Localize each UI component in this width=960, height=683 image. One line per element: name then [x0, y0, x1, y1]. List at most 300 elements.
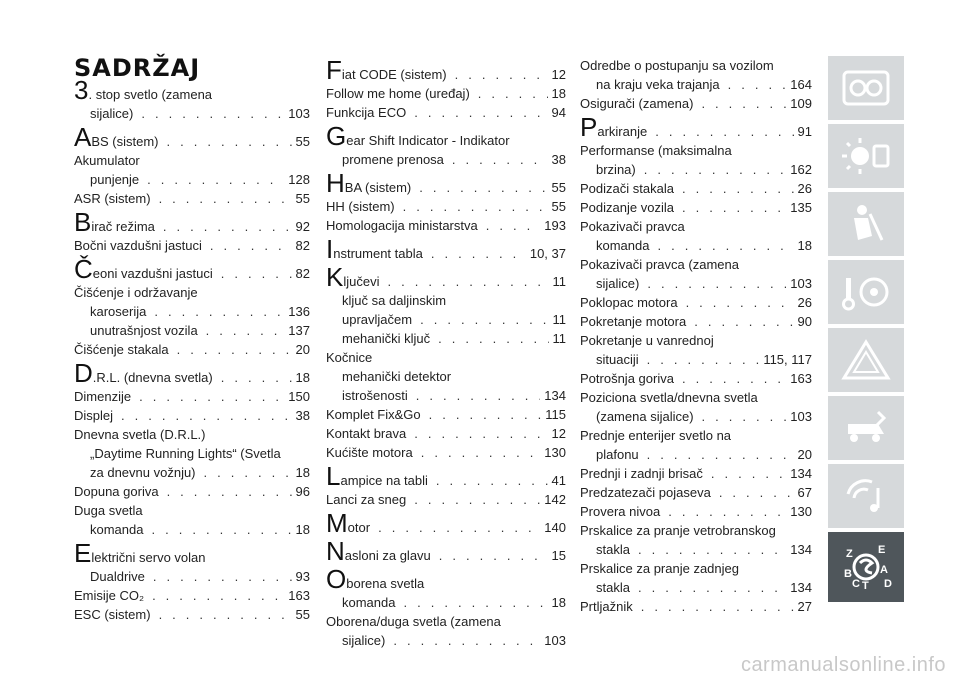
index-term: ljučevi: [343, 274, 380, 289]
leader-dots: [139, 387, 284, 406]
index-entry: [74, 340, 310, 359]
index-term: Akumulator: [74, 153, 140, 168]
page-number[interactable]: 96: [295, 484, 310, 499]
leader-dots: [682, 369, 786, 388]
page-number[interactable]: 26: [797, 181, 812, 196]
index-initial-letter: G: [326, 121, 347, 151]
leader-dots: [153, 567, 292, 586]
page-number[interactable]: 11: [552, 312, 566, 327]
index-term: Bočni vazdušni jastuci: [74, 238, 202, 253]
page-number[interactable]: 134: [790, 580, 812, 595]
index-entry: [326, 103, 566, 122]
page-number[interactable]: 130: [544, 445, 566, 460]
index-entry: [580, 521, 812, 559]
page-number[interactable]: 55: [295, 134, 310, 149]
index-line: [326, 631, 566, 650]
page-number[interactable]: 94: [551, 105, 566, 120]
index-line: [74, 151, 310, 170]
index-entry: [326, 612, 566, 650]
index-term: unutrašnjost vozila: [90, 323, 198, 338]
index-initial-letter: N: [326, 536, 345, 566]
index-entry: [74, 425, 310, 482]
page-number[interactable]: 134: [790, 542, 812, 557]
page-number[interactable]: 55: [551, 180, 566, 195]
page-number[interactable]: 11: [552, 274, 566, 289]
index-entry: [74, 358, 310, 388]
index-term: na kraju veka trajanja: [596, 77, 720, 92]
page-number[interactable]: 18: [295, 522, 310, 537]
index-initial-letter: 3: [74, 75, 89, 105]
index-line: [74, 501, 310, 520]
leader-dots: [702, 407, 787, 426]
index-term: eoni vazdušni jastuci: [92, 266, 213, 281]
index-az-icon: [838, 543, 894, 591]
leader-dots: [154, 302, 284, 321]
page-number[interactable]: 103: [790, 276, 812, 291]
index-entry: [580, 331, 812, 369]
index-term: mehanički detektor: [342, 369, 452, 384]
index-entry: [580, 112, 812, 142]
index-term: Prednje enterijer svetlo na: [580, 428, 732, 443]
index-entry: [580, 502, 812, 521]
page-number[interactable]: 12: [551, 67, 566, 82]
index-line: [326, 55, 566, 85]
page-number[interactable]: 163: [790, 371, 812, 386]
wifi-music-icon: [838, 472, 894, 520]
leader-dots: [686, 293, 794, 312]
tab-lights[interactable]: [828, 124, 904, 188]
index-term: Pokretanje u vanrednoj: [580, 333, 714, 348]
index-term: upravljačem: [342, 312, 413, 327]
index-line: [74, 189, 310, 208]
index-initial-letter: E: [74, 538, 92, 568]
leader-dots: [414, 424, 547, 443]
leader-dots: [655, 122, 793, 141]
leader-dots: [416, 386, 541, 405]
leader-dots: [177, 340, 292, 359]
index-entry: [326, 84, 566, 103]
page-number[interactable]: 115: [545, 407, 566, 422]
index-term: Homologacija ministarstva: [326, 218, 478, 233]
index-line: [580, 160, 812, 179]
leader-dots: [403, 593, 547, 612]
index-entry: [74, 538, 310, 586]
seat-airbag-icon: [838, 200, 894, 248]
leader-dots: [638, 540, 786, 559]
page-number[interactable]: 150: [288, 389, 310, 404]
index-term: komanda: [90, 522, 144, 537]
leader-dots: [429, 405, 542, 424]
index-line: [74, 170, 310, 189]
page-number[interactable]: 26: [797, 295, 812, 310]
leader-dots: [221, 264, 292, 283]
index-line: [326, 461, 566, 491]
leader-dots: [378, 518, 540, 537]
index-line: [580, 369, 812, 388]
leader-dots: [657, 236, 793, 255]
index-term: Duga svetla: [74, 503, 143, 518]
page-number[interactable]: 18: [295, 465, 310, 480]
index-line: [74, 444, 310, 463]
leader-dots: [420, 310, 548, 329]
index-entry: [74, 586, 310, 605]
index-term: sijalice): [90, 106, 134, 121]
leader-dots: [647, 350, 760, 369]
index-term: karoserija: [90, 304, 147, 319]
page-number[interactable]: 82: [295, 266, 310, 281]
index-term: Prtljažnik: [580, 599, 633, 614]
page-number[interactable]: 38: [551, 152, 566, 167]
index-entry: [326, 234, 566, 264]
index-entry: [74, 189, 310, 208]
index-line: [580, 217, 812, 236]
page-number[interactable]: 18: [551, 595, 566, 610]
index-line: [74, 254, 310, 284]
index-line: [74, 358, 310, 388]
index-term: Čišćenje i održavanje: [74, 285, 198, 300]
page-number[interactable]: 163: [288, 588, 310, 603]
page-number[interactable]: 135: [790, 200, 812, 215]
index-line: [74, 122, 310, 152]
leader-dots: [439, 546, 548, 565]
index-term: Dualdrive: [90, 569, 145, 584]
page-number[interactable]: 38: [295, 408, 310, 423]
index-term: Performanse (maksimalna: [580, 143, 732, 158]
index-line: [74, 321, 310, 340]
index-entry: [326, 490, 566, 509]
index-term: komanda: [342, 595, 396, 610]
leader-dots: [644, 160, 787, 179]
leader-dots: [638, 578, 786, 597]
index-term: istrošenosti: [342, 388, 408, 403]
index-term: HH (sistem): [326, 199, 395, 214]
index-term: Prskalice za pranje zadnjeg: [580, 561, 739, 576]
tab-safety[interactable]: [828, 192, 904, 256]
index-entry: [326, 121, 566, 169]
index-line: [326, 348, 566, 367]
tab-maintenance[interactable]: [828, 396, 904, 460]
index-term: sijalice): [342, 633, 386, 648]
index-term: Kućište motora: [326, 445, 413, 460]
index-entry: [74, 75, 310, 123]
index-line: [326, 508, 566, 538]
page-number[interactable]: 20: [295, 342, 310, 357]
leader-dots: [436, 471, 548, 490]
index-line: [326, 367, 566, 386]
page-number[interactable]: 140: [544, 520, 566, 535]
index-entry: [580, 483, 812, 502]
leader-dots: [167, 482, 292, 501]
page-number[interactable]: 41: [551, 473, 566, 488]
index-term: „Daytime Running Lights“ (Svetla: [90, 446, 281, 461]
chapter-sidebar: [828, 56, 904, 606]
leader-dots: [668, 502, 786, 521]
index-entry: [326, 508, 566, 538]
leader-dots: [728, 75, 787, 94]
index-line: [74, 605, 310, 624]
index-tab-letter: A: [880, 564, 888, 576]
page-number[interactable]: 55: [551, 199, 566, 214]
page-number[interactable]: 20: [797, 447, 812, 462]
index-entry: [326, 216, 566, 235]
page-number[interactable]: 115, 117: [763, 352, 812, 367]
tab-multimedia[interactable]: [828, 464, 904, 528]
index-entry: [580, 94, 812, 113]
leader-dots: [421, 443, 541, 462]
index-term: sijalice): [596, 276, 640, 291]
leader-dots: [647, 274, 786, 293]
index-term: Podizači stakala: [580, 181, 674, 196]
index-term: lektrični servo volan: [91, 550, 206, 565]
leader-dots: [478, 84, 548, 103]
index-term: iat CODE (sistem): [341, 67, 447, 82]
index-line: [580, 312, 812, 331]
leader-dots: [431, 244, 526, 263]
index-entry: [74, 605, 310, 624]
page-number[interactable]: 142: [544, 492, 566, 507]
leader-dots: [393, 631, 540, 650]
index-line: [580, 141, 812, 160]
index-entry: [74, 387, 310, 406]
index-term: ear Shift Indicator - Indikator: [346, 133, 510, 148]
index-line: [74, 207, 310, 237]
index-line: [580, 350, 812, 369]
leader-dots: [486, 216, 541, 235]
leader-dots: [438, 329, 548, 348]
page-number[interactable]: 55: [295, 191, 310, 206]
leader-dots: [682, 179, 794, 198]
leader-dots: [647, 445, 794, 464]
index-initial-letter: A: [74, 122, 92, 152]
tab-dashboard[interactable]: [828, 56, 904, 120]
index-line: [580, 521, 812, 540]
index-line: [326, 103, 566, 122]
page-number[interactable]: 164: [790, 77, 812, 92]
page-number[interactable]: 92: [295, 219, 310, 234]
index-line: [580, 483, 812, 502]
page-number[interactable]: 90: [797, 314, 812, 329]
index-line: [326, 262, 566, 292]
index-tab-letter: Z: [846, 548, 853, 560]
leader-dots: [221, 368, 292, 387]
index-entry: [580, 426, 812, 464]
index-term: . stop svetlo (zamena: [88, 87, 213, 102]
index-tab-letter: E: [878, 544, 886, 556]
index-term: Poklopac motora: [580, 295, 678, 310]
tab-emergency[interactable]: [828, 328, 904, 392]
page-number[interactable]: 128: [288, 172, 310, 187]
index-initial-letter: P: [580, 112, 598, 142]
page-number[interactable]: 162: [790, 162, 812, 177]
index-line: [326, 310, 566, 329]
page-number[interactable]: 136: [288, 304, 310, 319]
index-line: [580, 388, 812, 407]
index-entry: [326, 168, 566, 198]
index-entry: [74, 122, 310, 152]
page-number[interactable]: 134: [790, 466, 812, 481]
index-term: Provera nivoa: [580, 504, 661, 519]
index-line: [580, 255, 812, 274]
index-term: promene prenosa: [342, 152, 444, 167]
index-tab-letter: C: [852, 578, 860, 590]
index-line: [580, 445, 812, 464]
index-entry: [326, 348, 566, 405]
index-entry: [326, 564, 566, 612]
page-number[interactable]: 18: [797, 238, 812, 253]
page-number[interactable]: 137: [288, 323, 310, 338]
leader-dots: [414, 103, 547, 122]
leader-dots: [147, 170, 284, 189]
page-number[interactable]: 18: [551, 86, 566, 101]
page-number[interactable]: 109: [790, 96, 812, 111]
index-tab-letter: D: [884, 578, 892, 590]
index-tab-letter: B: [844, 568, 852, 580]
index-line: [326, 168, 566, 198]
page-number[interactable]: 12: [551, 426, 566, 441]
index-term: ASR (sistem): [74, 191, 151, 206]
page-number[interactable]: 82: [295, 238, 310, 253]
index-column-3: [580, 56, 812, 616]
leader-dots: [419, 178, 547, 197]
index-term: .R.L. (dnevna svetla): [92, 370, 213, 385]
page-number[interactable]: 130: [790, 504, 812, 519]
index-line: [74, 586, 310, 605]
index-line: [326, 84, 566, 103]
index-column-1: [74, 76, 310, 624]
index-term: asloni za glavu: [344, 548, 431, 563]
index-term: irač režima: [91, 219, 155, 234]
index-entry: [326, 536, 566, 566]
index-term: Displej: [74, 408, 114, 423]
index-entry: [74, 207, 310, 237]
leader-dots: [641, 597, 794, 616]
index-line: [580, 198, 812, 217]
index-entry: [326, 55, 566, 85]
index-line: [580, 94, 812, 113]
index-entry: [580, 141, 812, 179]
page-number[interactable]: 55: [295, 607, 310, 622]
index-line: [326, 291, 566, 310]
page-number[interactable]: 15: [551, 548, 566, 563]
index-term: Dopuna goriva: [74, 484, 159, 499]
page-number[interactable]: 67: [797, 485, 812, 500]
page-title: SADRŽAJ: [74, 54, 201, 82]
page-number[interactable]: 27: [797, 599, 812, 614]
index-line: [74, 567, 310, 586]
leader-dots: [719, 483, 794, 502]
index-line: [580, 426, 812, 445]
index-term: Odredbe o postupanju sa vozilom: [580, 58, 774, 73]
index-line: [74, 387, 310, 406]
index-term: borena svetla: [346, 576, 425, 591]
index-entry: [580, 179, 812, 198]
steering-key-icon: [838, 268, 894, 316]
page-number[interactable]: 103: [288, 106, 310, 121]
tab-index[interactable]: [828, 532, 904, 602]
index-initial-letter: F: [326, 55, 342, 85]
index-term: Poziciona svetla/dnevna svetla: [580, 390, 758, 405]
index-term: Pokazivači pravca (zamena: [580, 257, 739, 272]
index-line: [74, 236, 310, 255]
index-initial-letter: D: [74, 358, 93, 388]
index-line: [326, 197, 566, 216]
page-number[interactable]: 11: [552, 331, 566, 346]
index-line: [326, 121, 566, 151]
index-line: [326, 490, 566, 509]
index-line: [74, 406, 310, 425]
leader-dots: [455, 65, 548, 84]
leader-dots: [403, 197, 548, 216]
index-term: punjenje: [90, 172, 140, 187]
index-line: [326, 536, 566, 566]
index-entry: [580, 559, 812, 597]
index-term: ESC (sistem): [74, 607, 151, 622]
tab-starting[interactable]: [828, 260, 904, 324]
index-entry: [326, 424, 566, 443]
index-entry: [580, 198, 812, 217]
index-term: arkiranje: [597, 124, 648, 139]
leader-dots: [206, 321, 285, 340]
index-initial-letter: B: [74, 207, 92, 237]
page-number[interactable]: 134: [544, 388, 566, 403]
page-number[interactable]: 18: [295, 370, 310, 385]
page-number[interactable]: 93: [295, 569, 310, 584]
index-line: [580, 464, 812, 483]
index-term: nstrument tabla: [333, 246, 423, 261]
index-line: [580, 179, 812, 198]
index-term: Predzatezači pojaseva: [580, 485, 711, 500]
index-term: Komplet Fix&Go: [326, 407, 421, 422]
index-term: mehanički ključ: [342, 331, 431, 346]
index-term: Emisije CO₂: [74, 588, 145, 603]
index-line: [74, 482, 310, 501]
index-line: [580, 293, 812, 312]
index-term: otor: [347, 520, 371, 535]
page-number[interactable]: 10, 37: [529, 246, 566, 261]
page-number[interactable]: 91: [797, 124, 812, 139]
page-number[interactable]: 103: [544, 633, 566, 648]
leader-dots: [694, 312, 793, 331]
index-term: Pokretanje motora: [580, 314, 687, 329]
leader-dots: [141, 104, 284, 123]
index-line: [74, 425, 310, 444]
index-term: Čišćenje stakala: [74, 342, 169, 357]
index-line: [74, 520, 310, 539]
index-entry: [326, 262, 566, 348]
index-line: [580, 578, 812, 597]
index-entry: [326, 461, 566, 491]
index-term: za dnevnu vožnju): [90, 465, 196, 480]
index-line: [326, 216, 566, 235]
page-number[interactable]: 193: [544, 218, 566, 233]
index-entry: [326, 405, 566, 424]
index-entry: [580, 293, 812, 312]
index-term: BA (sistem): [344, 180, 412, 195]
index-line: [580, 112, 812, 142]
index-line: [580, 597, 812, 616]
index-entry: [74, 482, 310, 501]
index-entry: [74, 151, 310, 189]
leader-dots: [387, 272, 548, 291]
index-entry: [580, 56, 812, 94]
page-number[interactable]: 103: [790, 409, 812, 424]
leader-dots: [159, 605, 292, 624]
index-entry: [74, 501, 310, 539]
index-line: [580, 236, 812, 255]
index-term: ključ sa daljinskim: [342, 293, 447, 308]
index-entry: [580, 369, 812, 388]
index-line: [74, 538, 310, 568]
